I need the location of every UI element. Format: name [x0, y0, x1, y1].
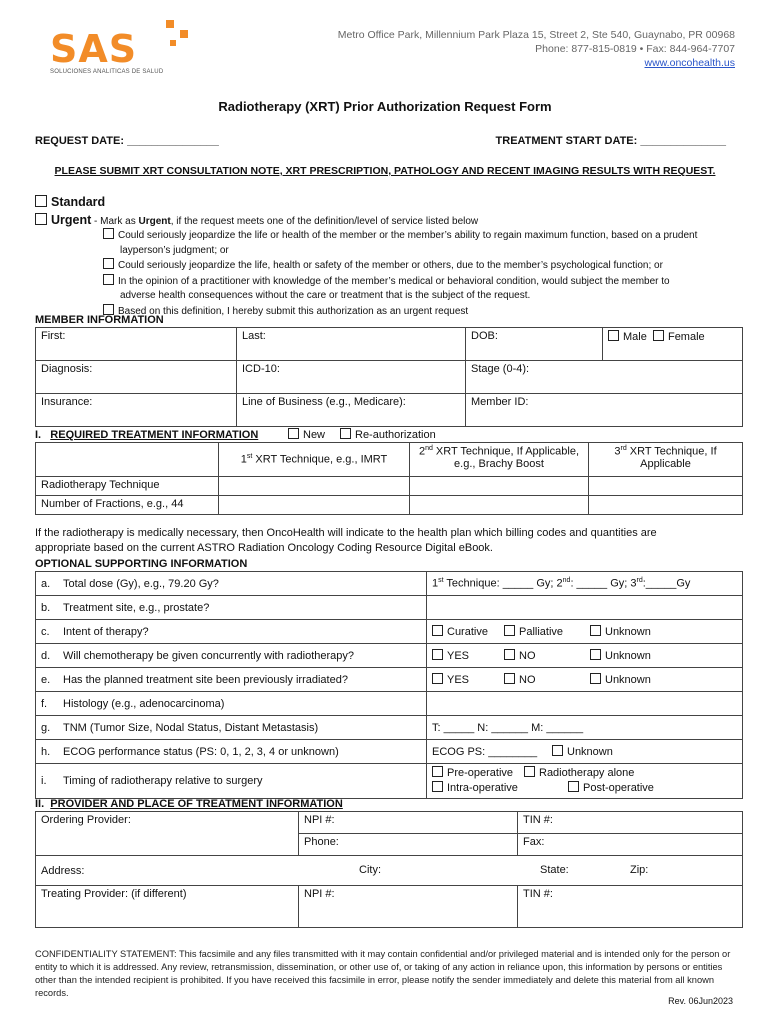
zip-label: Zip: — [630, 864, 649, 876]
logo-subtitle: SOLUCIONES ANALITICAS DE SALUD — [50, 69, 164, 75]
curative-checkbox[interactable] — [432, 625, 443, 636]
reauth-option[interactable] — [340, 428, 436, 441]
icd10-field[interactable]: ICD-10: — [237, 361, 466, 394]
criteria-checkbox[interactable] — [103, 228, 114, 239]
section-number: I. — [35, 429, 42, 441]
confidentiality-statement: CONFIDENTIALITY STATEMENT: This facsimile and any files transmitted with it may contain confidential and/or privileged material and is intended only for the person or entity to which it is addressed. Any review, retransmission, dissemination, or other use of, or taking of any action in reliance upon, this information by persons or entities other than the intended recipient is prohibited. If you have received this facsimile in error, please notify the sender immediately and delete this material from all known records. — [35, 949, 731, 998]
dob-field[interactable]: DOB: — [466, 328, 603, 361]
female-label: Female — [667, 331, 705, 343]
new-option[interactable] — [288, 428, 325, 441]
yes-checkbox[interactable] — [432, 673, 443, 684]
palliative-checkbox[interactable] — [504, 625, 515, 636]
treatment-header-blank — [36, 443, 219, 477]
npi-field[interactable]: NPI #: — [299, 812, 518, 834]
standard-checkbox[interactable] — [35, 195, 47, 207]
rt-alone-checkbox[interactable] — [524, 766, 535, 777]
unknown-checkbox[interactable] — [590, 649, 601, 660]
row-label: Radiotherapy Technique — [36, 477, 219, 496]
form-title: Radiotherapy (XRT) Prior Authorization Request Form — [218, 99, 552, 114]
fractions-3-input[interactable] — [589, 496, 743, 515]
logo-square — [166, 20, 174, 28]
criteria-text: In the opinion of a practitioner with knowledge of the member’s medical or behavioral condition, would subject the member to — [118, 275, 670, 287]
treatment-site-answer[interactable] — [427, 596, 743, 620]
yes-checkbox[interactable] — [432, 649, 443, 660]
dose-answer[interactable]: 1st Technique: _____ Gy; 2nd: _____ Gy; 3rd:_____Gy — [427, 572, 743, 596]
treating-provider-field[interactable]: Treating Provider: (if different) — [36, 886, 299, 928]
criteria-text: Based on this definition, I hereby submit this authorization as an urgent request — [118, 305, 469, 317]
urgent-desc-bold: Urgent — [138, 216, 171, 227]
row-label: Number of Fractions, e.g., 44 — [36, 496, 219, 515]
criteria-item[interactable] — [103, 228, 743, 244]
ordering-provider-field[interactable]: Ordering Provider: — [36, 812, 299, 856]
logo-square — [170, 40, 176, 46]
standard-label: Standard — [51, 195, 106, 209]
unknown-checkbox[interactable] — [590, 673, 601, 684]
technique-2-input[interactable] — [410, 477, 589, 496]
male-checkbox[interactable] — [608, 330, 619, 341]
question-cell: g. TNM (Tumor Size, Nodal Status, Distant Metastasis) — [36, 716, 427, 740]
criteria-checkbox[interactable] — [103, 258, 114, 269]
criteria-text: Could seriously jeopardize the life, health or safety of the member or others, due to the member’s psychological function; or — [118, 260, 663, 271]
urgent-label: Urgent — [51, 213, 92, 227]
female-checkbox[interactable] — [653, 330, 664, 341]
optional-heading: OPTIONAL SUPPORTING INFORMATION — [35, 558, 248, 570]
treatment-start-date-field[interactable]: TREATMENT START DATE: ______________ — [495, 135, 726, 147]
histology-answer[interactable] — [427, 692, 743, 716]
insurance-field[interactable]: Insurance: — [36, 394, 237, 427]
question-cell: h. ECOG performance status (PS: 0, 1, 2, 3, 4 or unknown) — [36, 740, 427, 764]
fax-field[interactable]: Fax: — [518, 834, 743, 856]
criteria-item[interactable] — [103, 274, 743, 290]
company-phone-fax: Phone: 877-815-0819 • Fax: 844-964-7707 — [535, 43, 735, 55]
member-id-field[interactable]: Member ID: — [466, 394, 743, 427]
provider-table — [35, 811, 743, 928]
standard-option[interactable] — [35, 195, 105, 209]
technique-3-header: 3rd XRT Technique, If Applicable — [589, 443, 743, 477]
criteria-text-continued: layperson’s judgment; or — [120, 244, 229, 256]
post-op-checkbox[interactable] — [568, 781, 579, 792]
technique-1-header: 1st XRT Technique, e.g., IMRT — [219, 443, 410, 477]
urgent-desc-suffix: , if the request meets one of the definition/level of service listed below — [170, 216, 479, 227]
logo-square — [180, 30, 188, 38]
question-cell: f. Histology (e.g., adenocarcinoma) — [36, 692, 427, 716]
irradiated-answer[interactable]: YES NO Unknown — [427, 668, 743, 692]
intra-op-checkbox[interactable] — [432, 781, 443, 792]
tin-field[interactable]: TIN #: — [518, 886, 743, 928]
company-contact — [338, 28, 735, 70]
treatment-heading — [35, 429, 258, 441]
technique-1-input[interactable] — [219, 477, 410, 496]
intent-answer[interactable]: Curative Palliative Unknown — [427, 620, 743, 644]
revision-label: Rev. 06Jun2023 — [668, 996, 733, 1006]
no-checkbox[interactable] — [504, 673, 515, 684]
new-label: New — [303, 429, 326, 441]
diagnosis-field[interactable]: Diagnosis: — [36, 361, 237, 394]
unknown-checkbox[interactable] — [552, 745, 563, 756]
phone-field[interactable]: Phone: — [299, 834, 518, 856]
gender-field[interactable] — [603, 328, 743, 361]
tnm-answer[interactable]: T: _____ N: ______ M: ______ — [427, 716, 743, 740]
section-number: II. — [35, 798, 45, 810]
address-label: Address: — [41, 864, 85, 877]
treatment-table — [35, 442, 743, 515]
request-date-field[interactable]: REQUEST DATE: _______________ — [35, 135, 219, 147]
pre-op-checkbox[interactable] — [432, 766, 443, 777]
urgent-desc-prefix: - Mark as — [91, 216, 139, 227]
male-label: Male — [623, 331, 647, 343]
technique-3-input[interactable] — [589, 477, 743, 496]
urgent-checkbox[interactable] — [35, 213, 47, 225]
necessity-line: If the radiotherapy is medically necessary, then OncoHealth will indicate to the health plan which billing codes and quantities are — [35, 527, 657, 539]
urgent-criteria-list — [103, 228, 743, 319]
stage-field[interactable]: Stage (0-4): — [466, 361, 743, 394]
section-title: PROVIDER AND PLACE OF TREATMENT INFORMATION — [50, 798, 343, 810]
reauth-checkbox[interactable] — [340, 428, 351, 439]
unknown-checkbox[interactable] — [590, 625, 601, 636]
question-cell: d. Will chemotherapy be given concurrently with radiotherapy? — [36, 644, 427, 668]
submit-notice: PLEASE SUBMIT XRT CONSULTATION NOTE, XRT PRESCRIPTION, PATHOLOGY AND RECENT IMAGING RESULTS WITH REQUEST. — [54, 165, 716, 177]
reauth-label: Re-authorization — [355, 429, 436, 441]
no-checkbox[interactable] — [504, 649, 515, 660]
npi-field[interactable]: NPI #: — [299, 886, 518, 928]
ecog-answer[interactable]: ECOG PS: ________ Unknown — [427, 740, 743, 764]
question-cell: i. Timing of radiotherapy relative to surgery — [36, 764, 427, 799]
question-cell: a. Total dose (Gy), e.g., 79.20 Gy? — [36, 572, 427, 596]
member-info-table — [35, 327, 743, 427]
company-logo: SAS — [50, 27, 138, 71]
city-label: City: — [359, 864, 381, 876]
fractions-2-input[interactable] — [410, 496, 589, 515]
technique-2-header: 2nd XRT Technique, If Applicable, e.g., Brachy Boost — [410, 443, 589, 477]
address-row[interactable] — [36, 856, 743, 886]
criteria-checkbox[interactable] — [103, 274, 114, 285]
line-of-business-field[interactable]: Line of Business (e.g., Medicare): — [237, 394, 466, 427]
urgent-option[interactable] — [35, 213, 478, 227]
criteria-item[interactable] — [103, 304, 743, 320]
criteria-text-continued: adverse health consequences without the care or treatment that is the subject of the request. — [120, 290, 531, 301]
last-name-field[interactable]: Last: — [237, 328, 466, 361]
section-title: REQUIRED TREATMENT INFORMATION — [50, 429, 259, 441]
criteria-checkbox[interactable] — [103, 304, 114, 315]
necessity-line: appropriate based on the current ASTRO Radiation Oncology Coding Resource Digital eBook. — [35, 542, 493, 554]
fractions-1-input[interactable] — [219, 496, 410, 515]
question-cell: c. Intent of therapy? — [36, 620, 427, 644]
company-website-link[interactable]: www.oncohealth.us — [644, 57, 735, 69]
optional-table — [35, 571, 743, 799]
state-label: State: — [540, 864, 569, 876]
criteria-text: Could seriously jeopardize the life or health of the member or the member’s ability to regain maximum function, based on a prudent — [118, 230, 698, 241]
surgery-timing-answer[interactable]: Pre-operative Radiotherapy alone Intra-operative Post-operative — [427, 764, 743, 799]
question-cell: e. Has the planned treatment site been previously irradiated? — [36, 668, 427, 692]
chemo-answer[interactable]: YES NO Unknown — [427, 644, 743, 668]
member-info-heading: MEMBER INFORMATION — [35, 314, 164, 326]
tin-field[interactable]: TIN #: — [518, 812, 743, 834]
new-checkbox[interactable] — [288, 428, 299, 439]
first-name-field[interactable]: First: — [36, 328, 237, 361]
provider-heading — [35, 798, 343, 810]
criteria-item[interactable] — [103, 258, 743, 274]
necessity-note — [35, 526, 657, 556]
company-address: Metro Office Park, Millennium Park Plaza 15, Street 2, Ste 540, Guaynabo, PR 00968 — [337, 29, 735, 41]
question-cell: b. Treatment site, e.g., prostate? — [36, 596, 427, 620]
